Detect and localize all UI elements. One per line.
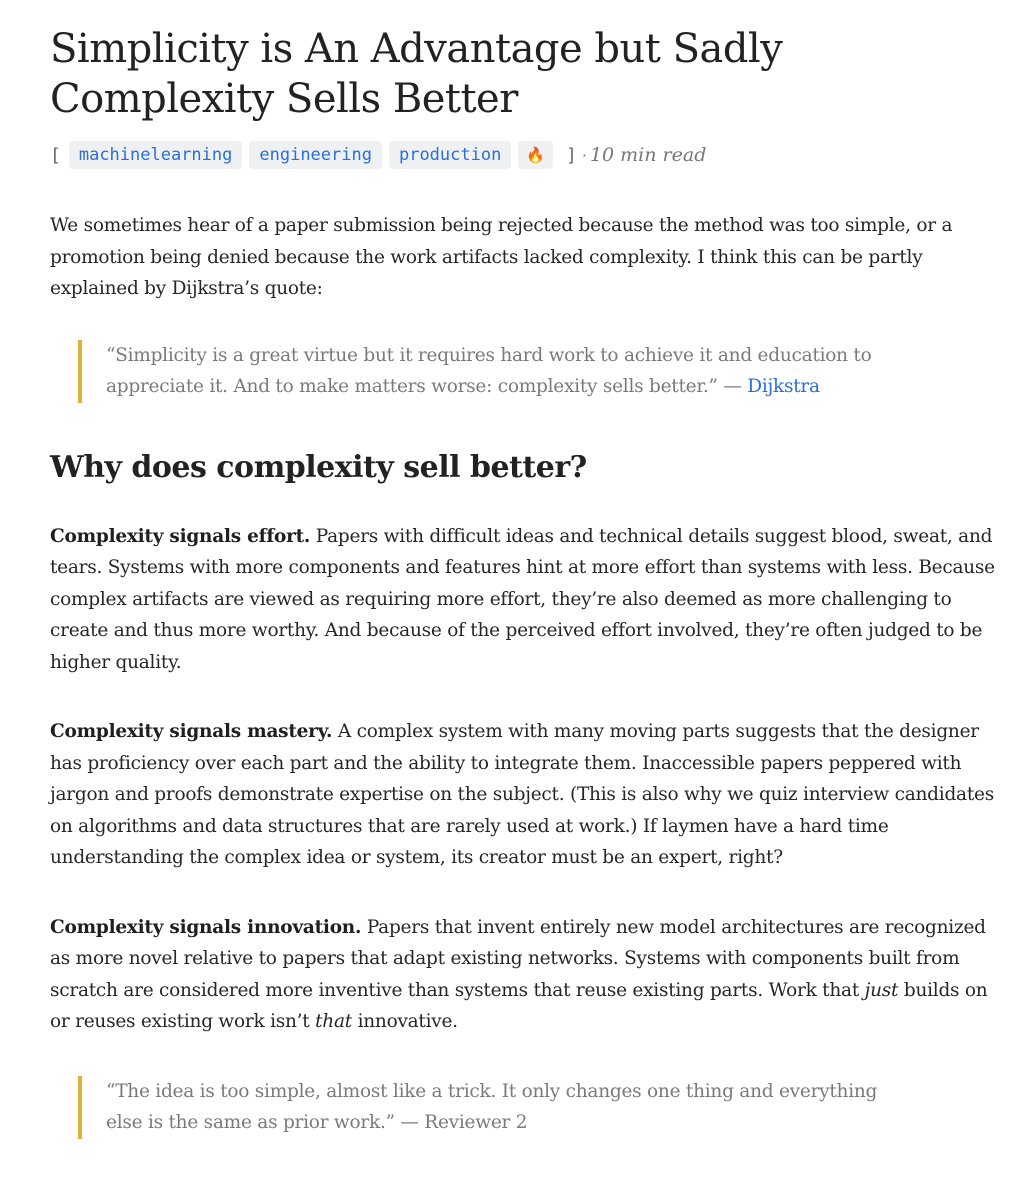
innovation-text-a: Papers that invent entirely new model architectures are recognized as more novel relative to papers that adapt existing networks. Systems with components built from scratch are considered more inventive than systems that reuse existing parts. Work that	[50, 916, 986, 1001]
read-time: 10 min read	[589, 144, 707, 166]
section-heading: Why does complexity sell better?	[50, 449, 587, 485]
post-title: Simplicity is An Advantage but Sadly Complexity Sells Better	[50, 26, 783, 122]
reviewer-quote	[78, 1076, 906, 1139]
effort-paragraph	[50, 521, 995, 679]
article	[50, 0, 995, 1139]
mastery-text: A complex system with many moving parts suggests that the designer has proficiency over each part and the ability to integrate them. Inaccessible papers peppered with jargon and proofs demonstrate expertise on the subject. (This is also why we quiz interview candidates on algorithms and data structures that are rarely used at work.) If laymen have a hard time understanding the complex idea or system, its creator must be an expert, right?	[50, 721, 994, 868]
intro-paragraph: We sometimes hear of a paper submission being rejected because the method was too simple, or a promotion being denied because the work artifacts lacked complexity. I think this can be partly explained by Dijkstra’s quote:	[50, 215, 953, 299]
tag-machinelearning[interactable]: machinelearning	[69, 141, 243, 169]
tag-production[interactable]: production	[389, 141, 511, 169]
innovation-text-c: innovative.	[351, 1011, 458, 1032]
effort-text: Papers with difficult ideas and technical details suggest blood, sweat, and tears. Systems with more components and features hint at more effort than systems with less. Because complex artifacts are viewed as requiring more effort, they’re also deemed as more challenging to create and thus more worthy. And because of the perceived effort involved, they’re often judged to be higher quality.	[50, 525, 995, 673]
dijkstra-link[interactable]: Dijkstra	[747, 376, 820, 397]
post-meta	[50, 140, 995, 170]
innovation-text-b: builds on or reuses existing work isn’t	[50, 979, 988, 1032]
meta-separator: ·	[581, 145, 587, 165]
dijkstra-quote	[78, 340, 906, 403]
innovation-em-that: that	[315, 1011, 352, 1032]
tag-engineering[interactable]: engineering	[249, 141, 382, 169]
tags-close-bracket: ]	[566, 144, 577, 166]
tags-open-bracket: [	[50, 144, 61, 166]
mastery-paragraph	[50, 716, 995, 874]
mastery-lead: Complexity signals mastery.	[50, 721, 333, 742]
dijkstra-quote-text: “Simplicity is a great virtue but it requires hard work to achieve it and education to appreciate it. And to make matters worse: complexity sells better.” —	[106, 344, 872, 397]
effort-lead: Complexity signals effort.	[50, 525, 311, 547]
innovation-lead: Complexity signals innovation.	[50, 916, 362, 938]
innovation-paragraph	[50, 912, 995, 1038]
reviewer-quote-text: “The idea is too simple, almost like a trick. It only changes one thing and everything else is the same as prior work.” — Reviewer 2	[106, 1080, 878, 1133]
fire-icon[interactable]: 🔥	[518, 141, 553, 169]
innovation-em-just: just	[864, 979, 899, 1001]
